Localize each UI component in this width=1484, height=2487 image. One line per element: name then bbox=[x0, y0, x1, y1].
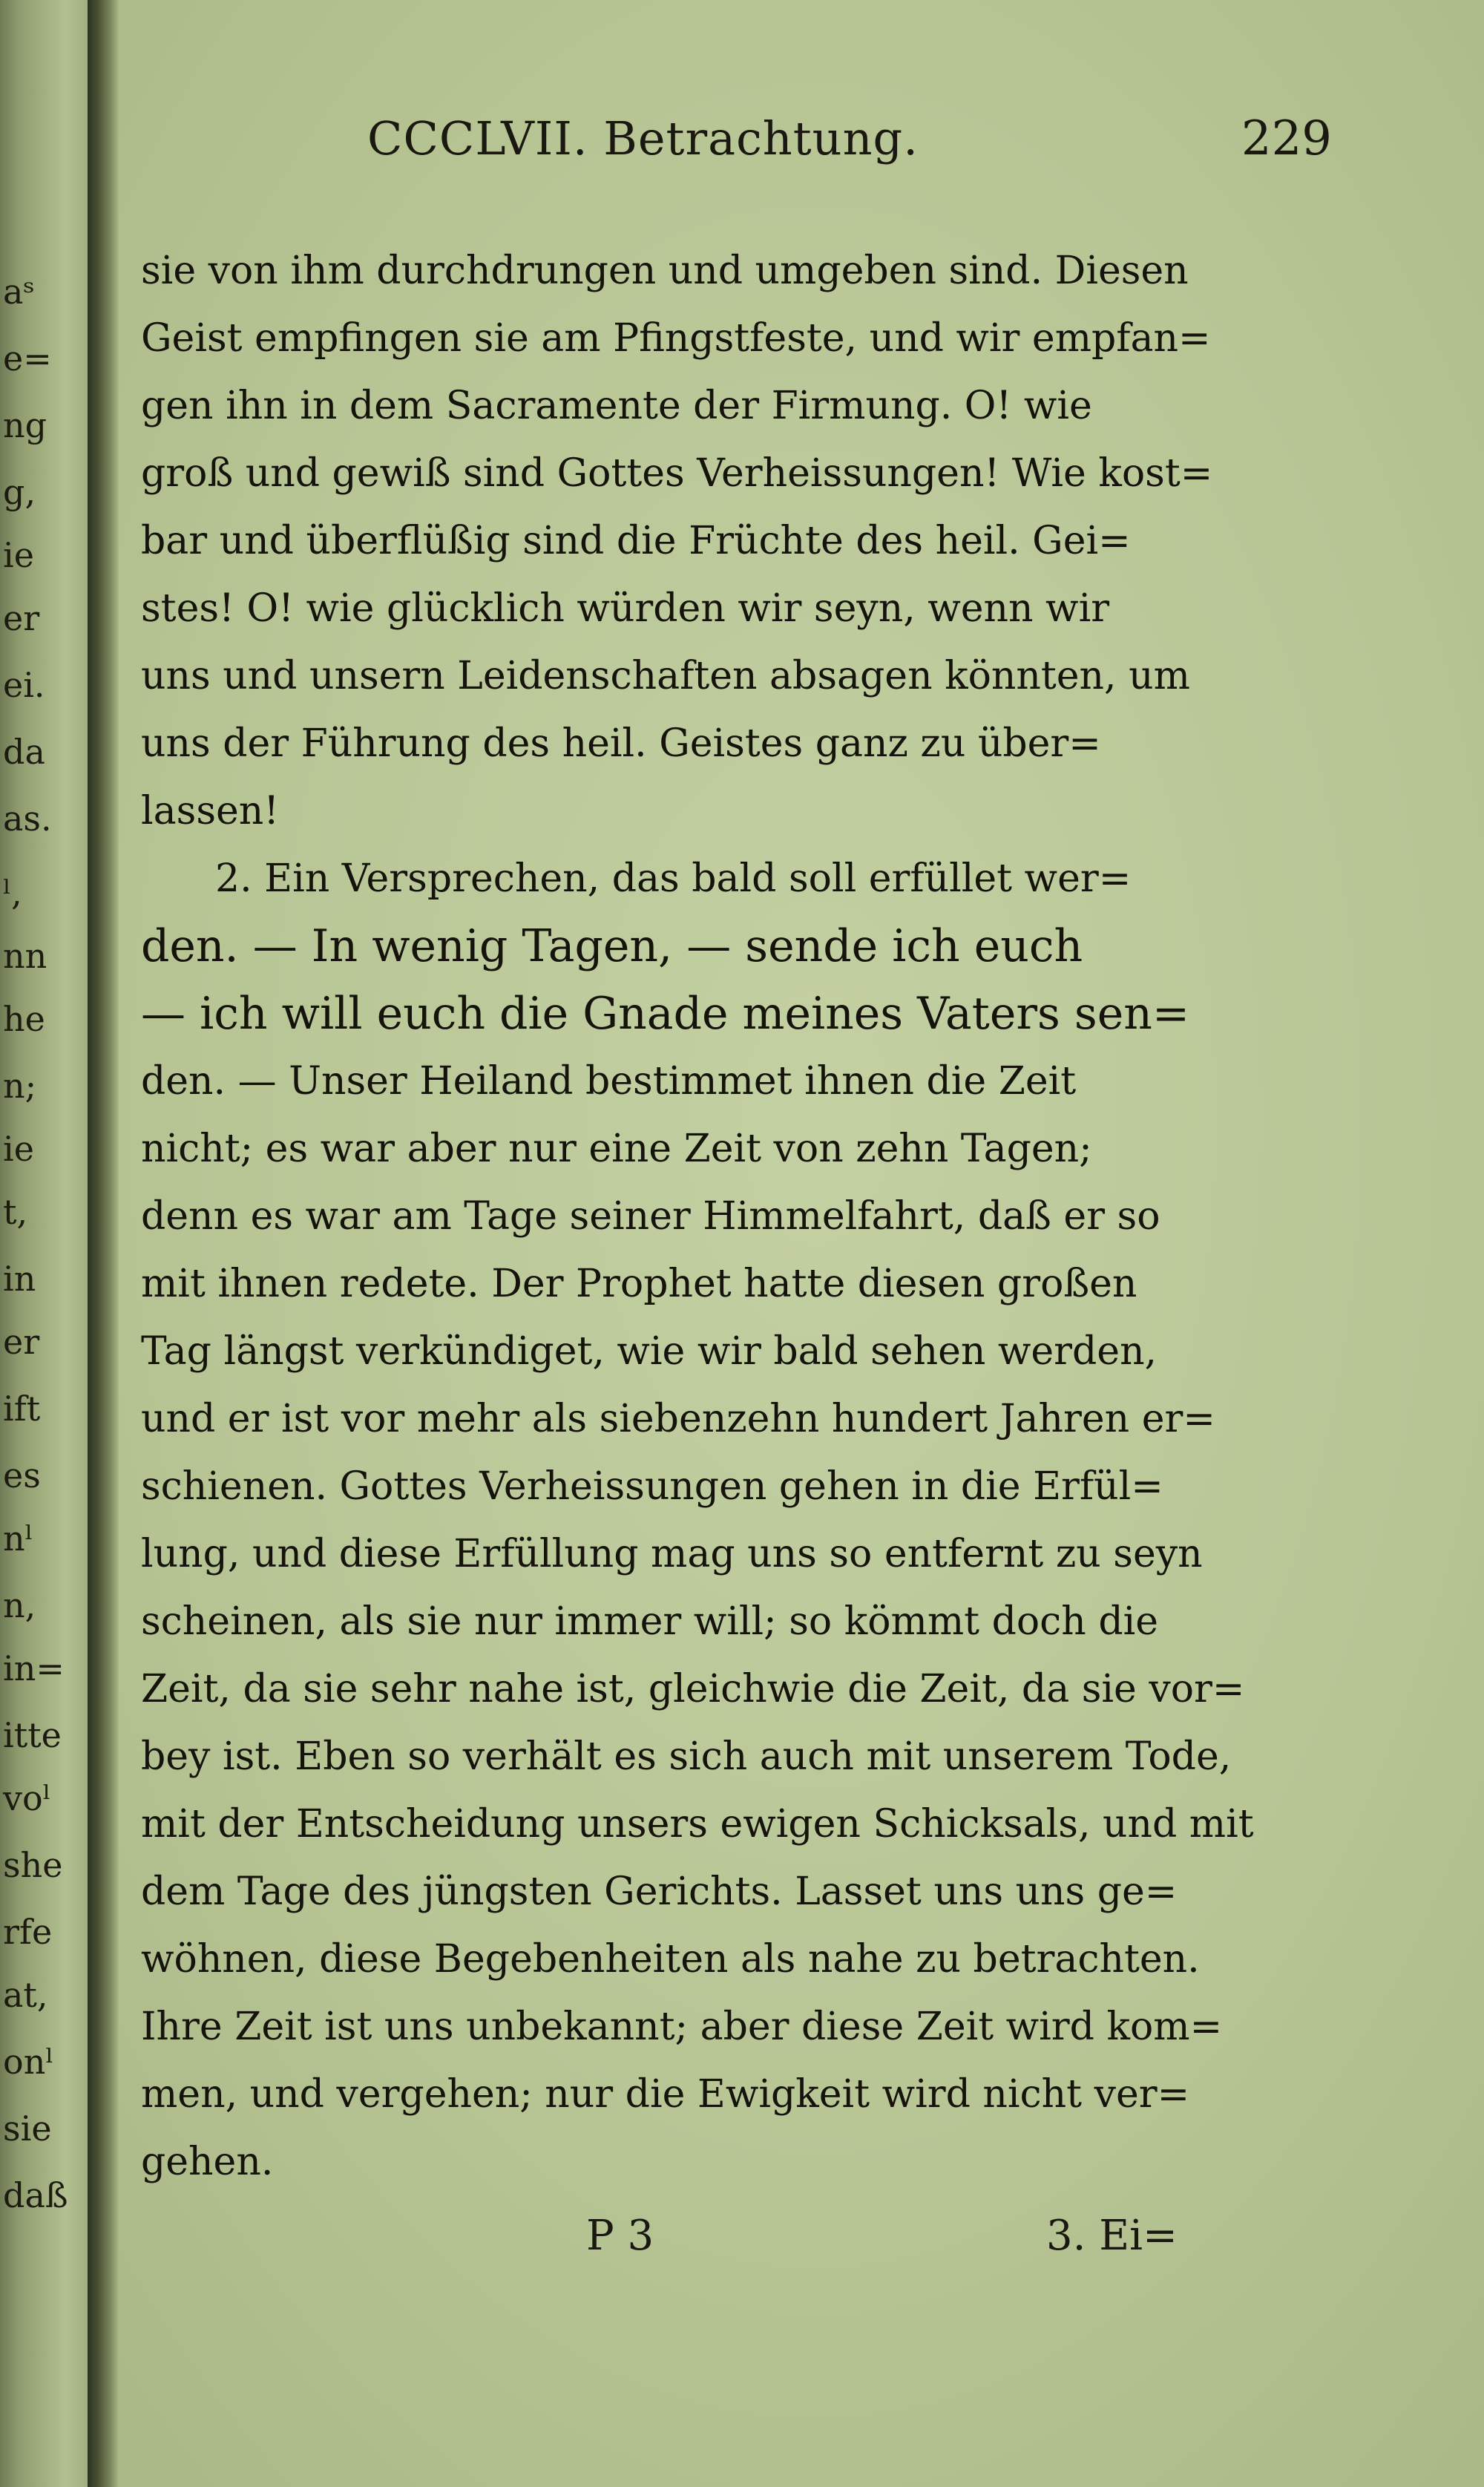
signature-mark: P 3 bbox=[586, 2212, 654, 2260]
margin-fragment: in bbox=[3, 1259, 36, 1299]
margin-fragment: voˡ bbox=[3, 1778, 51, 1818]
text-line: groß und gewiß sind Gottes Verheissungen! Wie kost= bbox=[141, 451, 1213, 496]
margin-fragment: e= bbox=[3, 338, 52, 379]
catchword: 3. Ei= bbox=[1046, 2212, 1178, 2260]
text-line: lassen! bbox=[141, 789, 280, 833]
text-line: men, und vergehen; nur die Ewigkeit wird nicht ver= bbox=[141, 2072, 1190, 2117]
margin-fragment: er bbox=[3, 598, 40, 638]
margin-fragment: ei. bbox=[3, 665, 45, 705]
text-line: den. — Unser Heiland bestimmet ihnen die Zeit bbox=[141, 1059, 1077, 1104]
text-line: sie von ihm durchdrungen und umgeben sind. Diesen bbox=[141, 249, 1189, 293]
margin-fragment: sie bbox=[3, 2108, 52, 2149]
margin-fragment: ie bbox=[3, 1129, 34, 1169]
text-line: gen ihn in dem Sacramente der Firmung. O! wie bbox=[141, 384, 1092, 428]
margin-fragment: n; bbox=[3, 1066, 37, 1106]
margin-fragment: n, bbox=[3, 1585, 36, 1625]
margin-fragment: itte bbox=[3, 1715, 62, 1755]
margin-fragment: at, bbox=[3, 1975, 48, 2015]
body-text bbox=[141, 237, 1261, 2196]
margin-fragment: as. bbox=[3, 799, 52, 839]
margin-fragment: nˡ bbox=[3, 1518, 33, 1559]
margin-fragment: t, bbox=[3, 1192, 28, 1232]
margin-fragment: daß bbox=[3, 2175, 68, 2215]
margin-fragment: aˢ bbox=[3, 272, 35, 312]
margin-fragment: onˡ bbox=[3, 2042, 54, 2082]
text-line: — ich will euch die Gnade meines Vaters sen= bbox=[141, 988, 1190, 1040]
margin-fragment: he bbox=[3, 999, 45, 1039]
text-line: scheinen, als sie nur immer will; so kömmt doch die bbox=[141, 1599, 1159, 1644]
text-line: Zeit, da sie sehr nahe ist, gleichwie die Zeit, da sie vor= bbox=[141, 1667, 1245, 1711]
margin-fragment: rfe bbox=[3, 1912, 53, 1952]
chapter-title: CCCLVII. Betrachtung. bbox=[367, 111, 919, 166]
text-line: Tag längst verkündiget, wie wir bald sehen werden, bbox=[141, 1329, 1158, 1374]
margin-fragment: er bbox=[3, 1322, 40, 1362]
page-number: 229 bbox=[1241, 111, 1332, 166]
margin-fragment: nn bbox=[3, 936, 47, 976]
text-line: denn es war am Tage seiner Himmelfahrt, daß er so bbox=[141, 1194, 1160, 1239]
adjacent-left-page bbox=[0, 0, 95, 2487]
margin-fragment: g, bbox=[3, 472, 36, 512]
margin-fragment: da bbox=[3, 732, 45, 772]
text-line: uns und unsern Leidenschaften absagen könnten, um bbox=[141, 654, 1190, 698]
running-header bbox=[367, 111, 1332, 166]
margin-fragment: ift bbox=[3, 1389, 41, 1429]
text-line: nicht; es war aber nur eine Zeit von zehn Tagen; bbox=[141, 1127, 1092, 1171]
text-line: stes! O! wie glücklich würden wir seyn, wenn wir bbox=[141, 586, 1110, 631]
text-line: mit der Entscheidung unsers ewigen Schicksals, und mit bbox=[141, 1802, 1254, 1847]
text-line: uns der Führung des heil. Geistes ganz zu über= bbox=[141, 721, 1101, 766]
margin-fragment: ng bbox=[3, 405, 47, 445]
text-line: und er ist vor mehr als siebenzehn hundert Jahren er= bbox=[141, 1397, 1215, 1441]
text-line: schienen. Gottes Verheissungen gehen in die Erfül= bbox=[141, 1464, 1163, 1509]
margin-fragment: in= bbox=[3, 1648, 65, 1688]
margin-fragment: es bbox=[3, 1455, 41, 1495]
text-line: 2. Ein Versprechen, das bald soll erfüllet wer= bbox=[215, 856, 1132, 901]
text-line: Geist empfingen sie am Pfingstfeste, und wir empfan= bbox=[141, 316, 1211, 361]
margin-fragment: ie bbox=[3, 535, 34, 575]
margin-fragment: she bbox=[3, 1845, 63, 1885]
text-line: bey ist. Eben so verhält es sich auch mit unserem Tode, bbox=[141, 1734, 1232, 1779]
text-line: dem Tage des jüngsten Gerichts. Lasset uns uns ge= bbox=[141, 1870, 1178, 1914]
book-gutter bbox=[88, 0, 119, 2487]
text-line: wöhnen, diese Begebenheiten als nahe zu betrachten. bbox=[141, 1937, 1200, 1982]
text-line: Ihre Zeit ist uns unbekannt; aber diese Zeit wird kom= bbox=[141, 2005, 1223, 2049]
text-line: bar und überflüßig sind die Früchte des heil. Gei= bbox=[141, 519, 1131, 563]
text-line: gehen. bbox=[141, 2140, 274, 2184]
margin-fragment: ˡ, bbox=[3, 873, 22, 913]
text-line: mit ihnen redete. Der Prophet hatte diesen großen bbox=[141, 1262, 1137, 1306]
text-line: lung, und diese Erfüllung mag uns so entfernt zu seyn bbox=[141, 1532, 1203, 1576]
text-line: den. — In wenig Tagen, — sende ich euch bbox=[141, 920, 1083, 972]
